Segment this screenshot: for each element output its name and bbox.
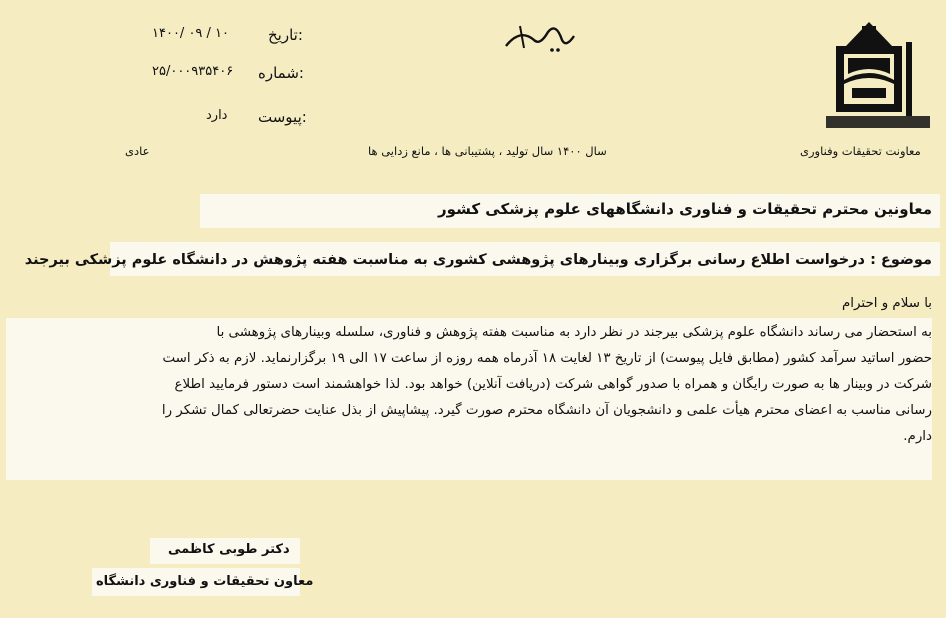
department-name: معاونت تحقیقات وفناوری	[800, 144, 921, 158]
basmala-calligraphy	[500, 18, 580, 56]
university-logo	[822, 18, 934, 136]
recipient: معاونین محترم تحقیقات و فناوری دانشگاههای علوم پزشکی کشور	[438, 200, 932, 218]
year-slogan: سال ۱۴۰۰ سال تولید ، پشتیبانی ها ، مانع زدایی ها	[368, 144, 607, 158]
greeting: با سلام و احترام	[842, 296, 932, 311]
body-line-1: به استحضار می رساند دانشگاه علوم پزشکی بیرجند در نظر دارد به مناسبت هفته پژوهش و فناوری، سلسله وبینارهای پژوهشی با	[216, 325, 932, 340]
date-label: تاریخ:	[268, 26, 303, 44]
date-value: ۱۴۰۰/ ۰۹ / ۱۰	[152, 26, 230, 41]
body-line-4: رسانی مناسب به اعضای محترم هیأت علمی و دانشجویان آن دانشگاه محترم صورت گیرد. پیشاپیش از بذل عنایت حضرتعالی کمال تشکر را	[161, 403, 932, 418]
number-label: شماره:	[258, 64, 304, 82]
body-line-2: حضور اساتید سرآمد کشور (مطابق فایل پیوست) از تاریخ ۱۳ لغایت ۱۸ آذرماه همه روزه از ساعت ۱۷ الی ۱۹ برگزارنماید. لازم به ذکر است	[162, 351, 932, 366]
subject-text: درخواست اطلاع رسانی برگزاری وبینارهای پژوهشی کشوری به مناسبت هفته پژوهش در دانشگاه علوم پزشکی بیرجند	[24, 252, 865, 268]
attachment-value: دارد	[206, 108, 228, 123]
body-line-5: دارم.	[903, 429, 932, 444]
signatory-title: معاون تحقیقات و فناوری دانشگاه	[96, 574, 314, 589]
classification: عادی	[125, 144, 150, 158]
signatory-name: دکتر طوبی کاظمی	[168, 542, 290, 557]
subject-label: موضوع :	[870, 252, 932, 268]
body-line-3: شرکت در وبینار ها به صورت رایگان و همراه با صدور گواهی شرکت (دریافت آنلاین) خواهد بود. لذا خواهشمند است دستور فرمایید اطلاع	[174, 377, 932, 392]
attachment-label: پیوست:	[258, 108, 307, 126]
subject-line	[25, 252, 932, 268]
number-value: ۲۵/۰۰۰۹۳۵۴۰۶	[152, 64, 234, 79]
